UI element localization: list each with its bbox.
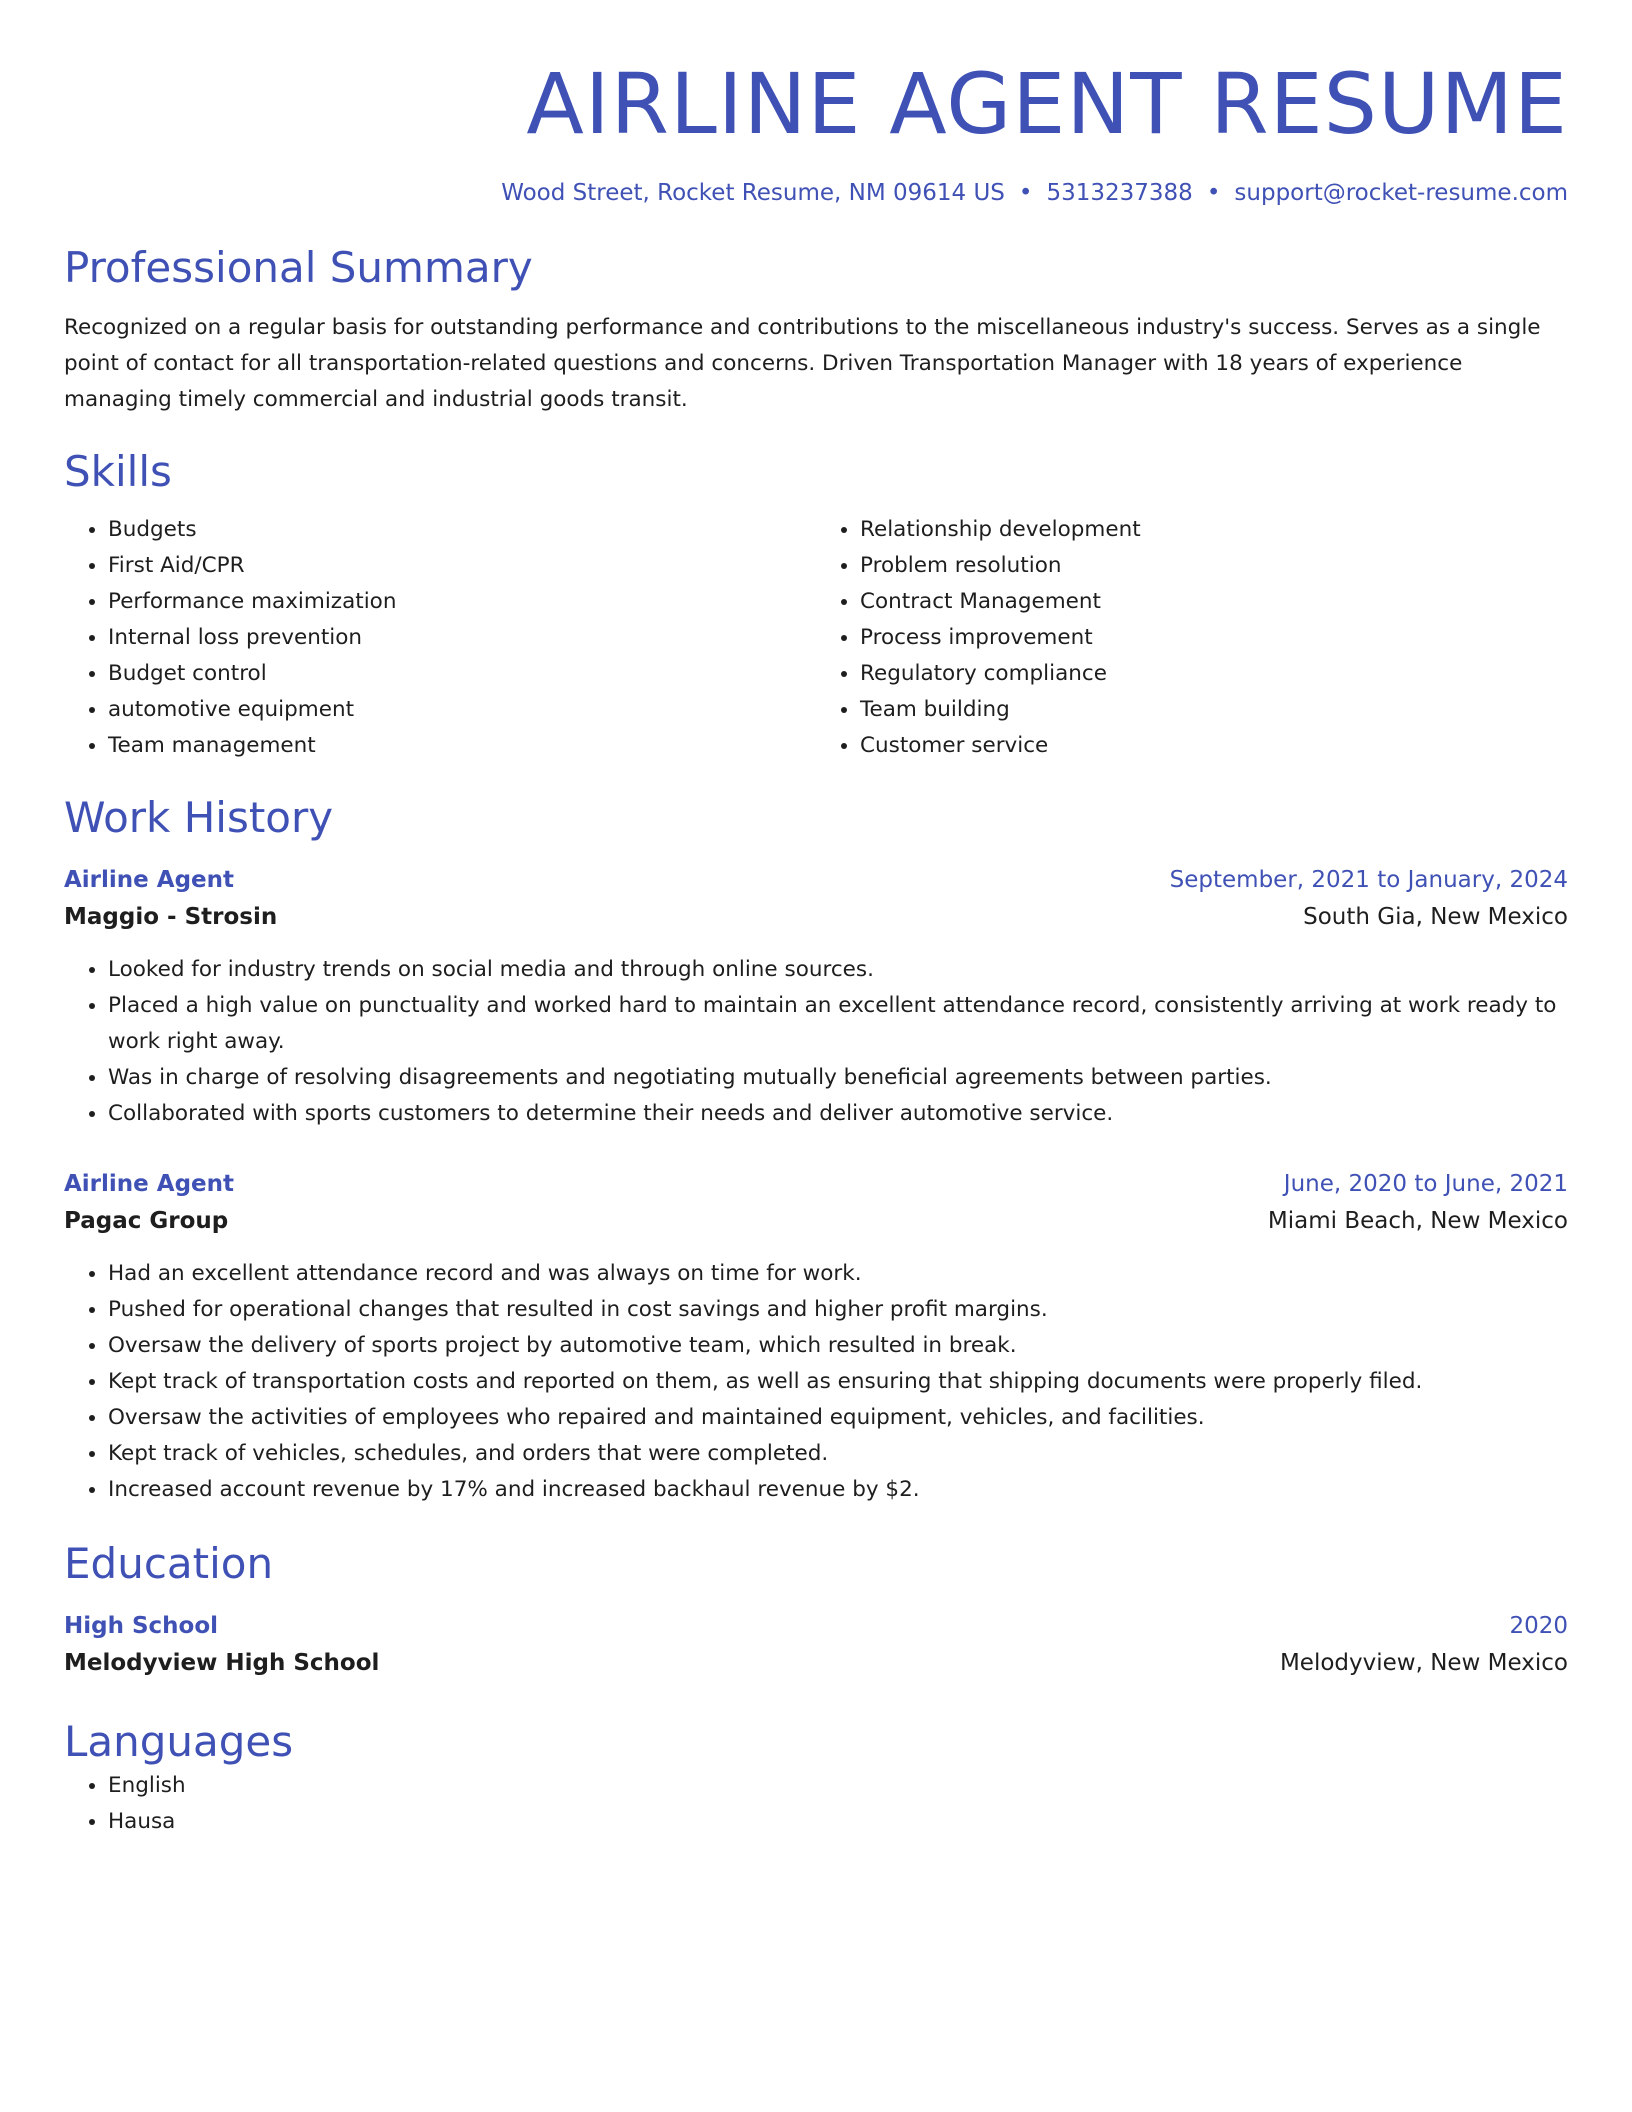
job-bullets: [64, 1256, 1568, 1508]
job-bullet: • Was in charge of resolving disagreements and negotiating mutually beneficial agreements between parties.: [108, 1060, 1568, 1096]
job-bullet: • Oversaw the activities of employees who repaired and maintained equipment, vehicles, and facilities.: [108, 1400, 1568, 1436]
job-bullets: [64, 952, 1568, 1132]
languages-heading: Languages: [64, 1717, 294, 1766]
job-bullet: • Kept track of transportation costs and reported on them, as well as ensuring that shipping documents were properly filed.: [108, 1364, 1568, 1400]
skill-item: • Contract Management: [860, 584, 1568, 620]
job-bullet: • Placed a high value on punctuality and worked hard to maintain an excellent attendance record, consistently arriving at work ready to work right away.: [108, 988, 1568, 1060]
job-role: Airline Agent: [64, 1171, 235, 1197]
education-school: Melodyview High School: [64, 1650, 380, 1676]
education-subheader: [64, 1644, 1568, 1682]
job-bullet: • Kept track of vehicles, schedules, and orders that were completed.: [108, 1436, 1568, 1472]
summary-heading: Professional Summary: [64, 243, 533, 292]
skills-columns: [64, 512, 1568, 764]
skill-item: • Relationship development: [860, 512, 1568, 548]
contact-separator: •: [1018, 180, 1033, 206]
work-history-heading: Work History: [64, 793, 334, 842]
skill-item: • Performance maximization: [108, 584, 816, 620]
job-header: [64, 1166, 1568, 1202]
skill-item: • Budget control: [108, 656, 816, 692]
skill-item: • Budgets: [108, 512, 816, 548]
contact-address: Wood Street, Rocket Resume, NM 09614 US: [501, 180, 1005, 206]
skill-item: • Problem resolution: [860, 548, 1568, 584]
job-bullet: • Increased account revenue by 17% and increased backhaul revenue by $2.: [108, 1472, 1568, 1508]
skills-heading: Skills: [64, 447, 172, 496]
skill-item: • Regulatory compliance: [860, 656, 1568, 692]
contact-separator: •: [1206, 180, 1221, 206]
job-role: Airline Agent: [64, 867, 235, 893]
job-location: South Gia, New Mexico: [1303, 904, 1568, 930]
job-bullet: • Collaborated with sports customers to determine their needs and deliver automotive service.: [108, 1096, 1568, 1132]
job-company: Maggio - Strosin: [64, 904, 278, 930]
job-subheader: [64, 1202, 1568, 1240]
resume-title: AIRLINE AGENT RESUME: [526, 55, 1568, 153]
education-location: Melodyview, New Mexico: [1279, 1650, 1568, 1676]
education-year: 2020: [1509, 1613, 1568, 1639]
skill-item: • Team building: [860, 692, 1568, 728]
skills-list-right: [816, 512, 1568, 764]
education-header: [64, 1608, 1568, 1644]
job-bullet: • Pushed for operational changes that resulted in cost savings and higher profit margins.: [108, 1292, 1568, 1328]
skill-item: • Team management: [108, 728, 816, 764]
contact-email: support@rocket-resume.com: [1234, 180, 1568, 206]
contact-phone: 5313237388: [1046, 180, 1193, 206]
languages-list: [64, 1768, 1568, 1840]
job-bullet: • Had an excellent attendance record and was always on time for work.: [108, 1256, 1568, 1292]
job-bullet: • Looked for industry trends on social media and through online sources.: [108, 952, 1568, 988]
language-item: • Hausa: [108, 1804, 1568, 1840]
skill-item: • Process improvement: [860, 620, 1568, 656]
job-entry: [64, 862, 1568, 1132]
job-bullet: • Oversaw the delivery of sports project by automotive team, which resulted in break.: [108, 1328, 1568, 1364]
job-dates: September, 2021 to January, 2024: [1169, 867, 1568, 893]
skill-item: • First Aid/CPR: [108, 548, 816, 584]
job-subheader: [64, 898, 1568, 936]
job-dates: June, 2020 to June, 2021: [1283, 1171, 1568, 1197]
skills-list-left: [64, 512, 816, 764]
summary-text: Recognized on a regular basis for outstanding performance and contributions to the miscellaneous industry's success. Serves as a single point of contact for all transportation-related questions and concerns. Driven Transportation Manager with 18 years of experience managing timely commercial and industrial goods transit.: [64, 315, 1541, 412]
job-location: Miami Beach, New Mexico: [1267, 1208, 1568, 1234]
skill-item: • Internal loss prevention: [108, 620, 816, 656]
job-company: Pagac Group: [64, 1208, 229, 1234]
education-heading: Education: [64, 1539, 274, 1588]
contact-line: [64, 178, 1568, 208]
education-degree: High School: [64, 1613, 219, 1639]
skill-item: • Customer service: [860, 728, 1568, 764]
language-item: • English: [108, 1768, 1568, 1804]
job-header: [64, 862, 1568, 898]
education-entry: [64, 1608, 1568, 1682]
skill-item: • automotive equipment: [108, 692, 816, 728]
job-entry: [64, 1166, 1568, 1508]
